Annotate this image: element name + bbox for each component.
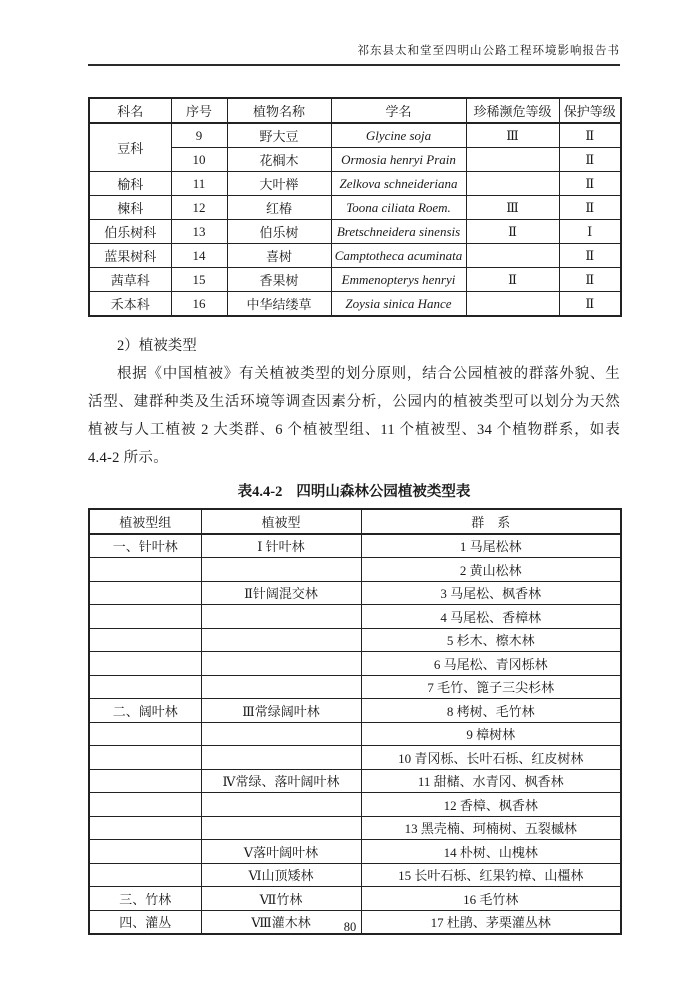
table-row: [89, 722, 621, 746]
cell-formation: 6 马尾松、青冈栎林: [361, 652, 621, 676]
cell-latin-name: Ormosia henryi Prain: [331, 148, 466, 172]
table-row: [89, 769, 621, 793]
table-row: [89, 220, 621, 244]
table-row: [89, 558, 621, 582]
cell-formation: 4 马尾松、香樟林: [361, 605, 621, 629]
cell-family: 榆科: [89, 172, 171, 196]
cell-vegetation-group: [89, 675, 201, 699]
cell-formation: 12 香樟、枫香林: [361, 793, 621, 817]
cell-protect-grade: Ⅰ: [559, 220, 621, 244]
cell-vegetation-group: [89, 769, 201, 793]
cell-protect-grade: Ⅱ: [559, 268, 621, 292]
table-row: [89, 244, 621, 268]
vegetation-types-table: [88, 508, 622, 935]
cell-formation: 3 马尾松、枫香林: [361, 581, 621, 605]
cell-number: 11: [171, 172, 227, 196]
table-row: [89, 292, 621, 317]
col-plant-name: 植物名称: [227, 98, 331, 123]
cell-plant-name: 喜树: [227, 244, 331, 268]
table-row: [89, 268, 621, 292]
table2-caption: [88, 480, 620, 501]
table-row: [89, 196, 621, 220]
cell-family: 禾本科: [89, 292, 171, 317]
cell-vegetation-type: Ⅶ竹林: [201, 887, 361, 911]
section-heading: 2）植被类型: [117, 338, 197, 354]
table-row: [89, 887, 621, 911]
cell-protect-grade: Ⅱ: [559, 123, 621, 148]
table-row: [89, 793, 621, 817]
cell-vegetation-group: [89, 793, 201, 817]
cell-family: 茜草科: [89, 268, 171, 292]
cell-latin-name: Bretschneidera sinensis: [331, 220, 466, 244]
cell-vegetation-group: [89, 863, 201, 887]
table-row: [89, 863, 621, 887]
table-row: [89, 675, 621, 699]
cell-number: 12: [171, 196, 227, 220]
cell-formation: 9 樟树林: [361, 722, 621, 746]
cell-protect-grade: Ⅱ: [559, 196, 621, 220]
cell-vegetation-group: [89, 746, 201, 770]
cell-vegetation-type: Ⅲ常绿阔叶林: [201, 699, 361, 723]
table-row: [89, 652, 621, 676]
cell-vegetation-type: [201, 675, 361, 699]
cell-vegetation-type: Ⅵ山顶矮林: [201, 863, 361, 887]
cell-protect-grade: Ⅱ: [559, 172, 621, 196]
cell-number: 16: [171, 292, 227, 317]
cell-plant-name: 红椿: [227, 196, 331, 220]
cell-rare-grade: [466, 244, 559, 268]
table2-caption-label: 表4.4-2: [237, 484, 283, 500]
col-vegetation-type: 植被型: [201, 509, 361, 534]
cell-rare-grade: [466, 292, 559, 317]
table2-header-row: [89, 509, 621, 534]
table-row: [89, 581, 621, 605]
cell-formation: 5 杉木、檫木林: [361, 628, 621, 652]
cell-vegetation-type: [201, 628, 361, 652]
page-content: [88, 42, 620, 935]
col-rare-grade: 珍稀濒危等级: [466, 98, 559, 123]
cell-vegetation-type: Ⅷ灌木林: [201, 910, 361, 934]
cell-vegetation-group: [89, 652, 201, 676]
cell-family: 豆科: [89, 123, 171, 172]
cell-vegetation-group: 三、竹林: [89, 887, 201, 911]
cell-rare-grade: Ⅲ: [466, 123, 559, 148]
table-row: [89, 605, 621, 629]
cell-family: 蓝果树科: [89, 244, 171, 268]
cell-formation: 15 长叶石栎、红果钓樟、山橿林: [361, 863, 621, 887]
cell-vegetation-group: [89, 628, 201, 652]
cell-plant-name: 大叶榉: [227, 172, 331, 196]
page-header: [88, 42, 620, 66]
table-row: [89, 816, 621, 840]
table2-caption-title: 四明山森林公园植被类型表: [296, 484, 471, 500]
cell-formation: 14 朴树、山槐林: [361, 840, 621, 864]
table-row: [89, 628, 621, 652]
cell-rare-grade: [466, 172, 559, 196]
cell-formation: 11 甜槠、水青冈、枫香林: [361, 769, 621, 793]
cell-vegetation-group: [89, 840, 201, 864]
cell-protect-grade: Ⅱ: [559, 244, 621, 268]
cell-formation: 8 栲树、毛竹林: [361, 699, 621, 723]
cell-number: 14: [171, 244, 227, 268]
cell-vegetation-type: [201, 816, 361, 840]
cell-number: 9: [171, 123, 227, 148]
cell-latin-name: Glycine soja: [331, 123, 466, 148]
cell-rare-grade: Ⅲ: [466, 196, 559, 220]
cell-plant-name: 香果树: [227, 268, 331, 292]
cell-plant-name: 花榈木: [227, 148, 331, 172]
table-row: [89, 172, 621, 196]
col-protect-grade: 保护等级: [559, 98, 621, 123]
col-vegetation-group: 植被型组: [89, 509, 201, 534]
cell-rare-grade: Ⅱ: [466, 268, 559, 292]
cell-number: 10: [171, 148, 227, 172]
cell-vegetation-type: [201, 605, 361, 629]
cell-rare-grade: Ⅱ: [466, 220, 559, 244]
cell-vegetation-type: [201, 722, 361, 746]
cell-vegetation-group: 二、阔叶林: [89, 699, 201, 723]
cell-vegetation-type: Ⅴ落叶阔叶林: [201, 840, 361, 864]
cell-vegetation-type: [201, 652, 361, 676]
cell-vegetation-group: [89, 816, 201, 840]
table-row: [89, 699, 621, 723]
cell-number: 13: [171, 220, 227, 244]
cell-formation: 1 马尾松林: [361, 534, 621, 558]
cell-formation: 16 毛竹林: [361, 887, 621, 911]
cell-vegetation-group: [89, 722, 201, 746]
cell-plant-name: 中华结缕草: [227, 292, 331, 317]
table-row: [89, 123, 621, 148]
cell-vegetation-type: Ⅳ常绿、落叶阔叶林: [201, 769, 361, 793]
cell-vegetation-group: [89, 605, 201, 629]
cell-latin-name: Camptotheca acuminata: [331, 244, 466, 268]
cell-plant-name: 野大豆: [227, 123, 331, 148]
cell-formation: 13 黑壳楠、珂楠树、五裂槭林: [361, 816, 621, 840]
cell-formation: 10 青冈栎、长叶石栎、红皮树林: [361, 746, 621, 770]
cell-vegetation-type: [201, 558, 361, 582]
cell-latin-name: Zoysia sinica Hance: [331, 292, 466, 317]
cell-vegetation-type: [201, 793, 361, 817]
table-row: [89, 840, 621, 864]
cell-formation: 2 黄山松林: [361, 558, 621, 582]
cell-vegetation-group: [89, 558, 201, 582]
col-number: 序号: [171, 98, 227, 123]
cell-plant-name: 伯乐树: [227, 220, 331, 244]
cell-vegetation-group: 一、针叶林: [89, 534, 201, 558]
cell-latin-name: Zelkova schneideriana: [331, 172, 466, 196]
cell-vegetation-group: [89, 581, 201, 605]
protected-plants-table: [88, 97, 622, 317]
cell-protect-grade: Ⅱ: [559, 292, 621, 317]
cell-formation: 17 杜鹃、茅栗灌丛林: [361, 910, 621, 934]
table1-header-row: [89, 98, 621, 123]
cell-latin-name: Emmenopterys henryi: [331, 268, 466, 292]
cell-formation: 7 毛竹、篦子三尖杉林: [361, 675, 621, 699]
col-latin-name: 学名: [331, 98, 466, 123]
cell-vegetation-group: 四、灌丛: [89, 910, 201, 934]
cell-vegetation-type: Ⅱ针阔混交林: [201, 581, 361, 605]
body-paragraph: 根据《中国植被》有关植被类型的划分原则，结合公园植被的群落外貌、生活型、建群种类及生活环境等调查因素分析，公园内的植被类型可以划分为天然植被与人工植被 2 大类群、6 个植被型组、11 个植被型、34 个植物群系，如表 4.4-2 所示。: [88, 366, 620, 466]
cell-family: 伯乐树科: [89, 220, 171, 244]
cell-family: 楝科: [89, 196, 171, 220]
table-row: [89, 746, 621, 770]
report-title: 祁东县太和堂至四明山公路工程环境影响报告书: [357, 45, 620, 57]
cell-vegetation-type: Ⅰ 针叶林: [201, 534, 361, 558]
cell-latin-name: Toona ciliata Roem.: [331, 196, 466, 220]
table-row: [89, 534, 621, 558]
col-formation: 群 系: [361, 509, 621, 534]
cell-rare-grade: [466, 148, 559, 172]
cell-number: 15: [171, 268, 227, 292]
cell-vegetation-type: [201, 746, 361, 770]
col-family: 科名: [89, 98, 171, 123]
page-number: 80: [343, 920, 357, 934]
cell-protect-grade: Ⅱ: [559, 148, 621, 172]
